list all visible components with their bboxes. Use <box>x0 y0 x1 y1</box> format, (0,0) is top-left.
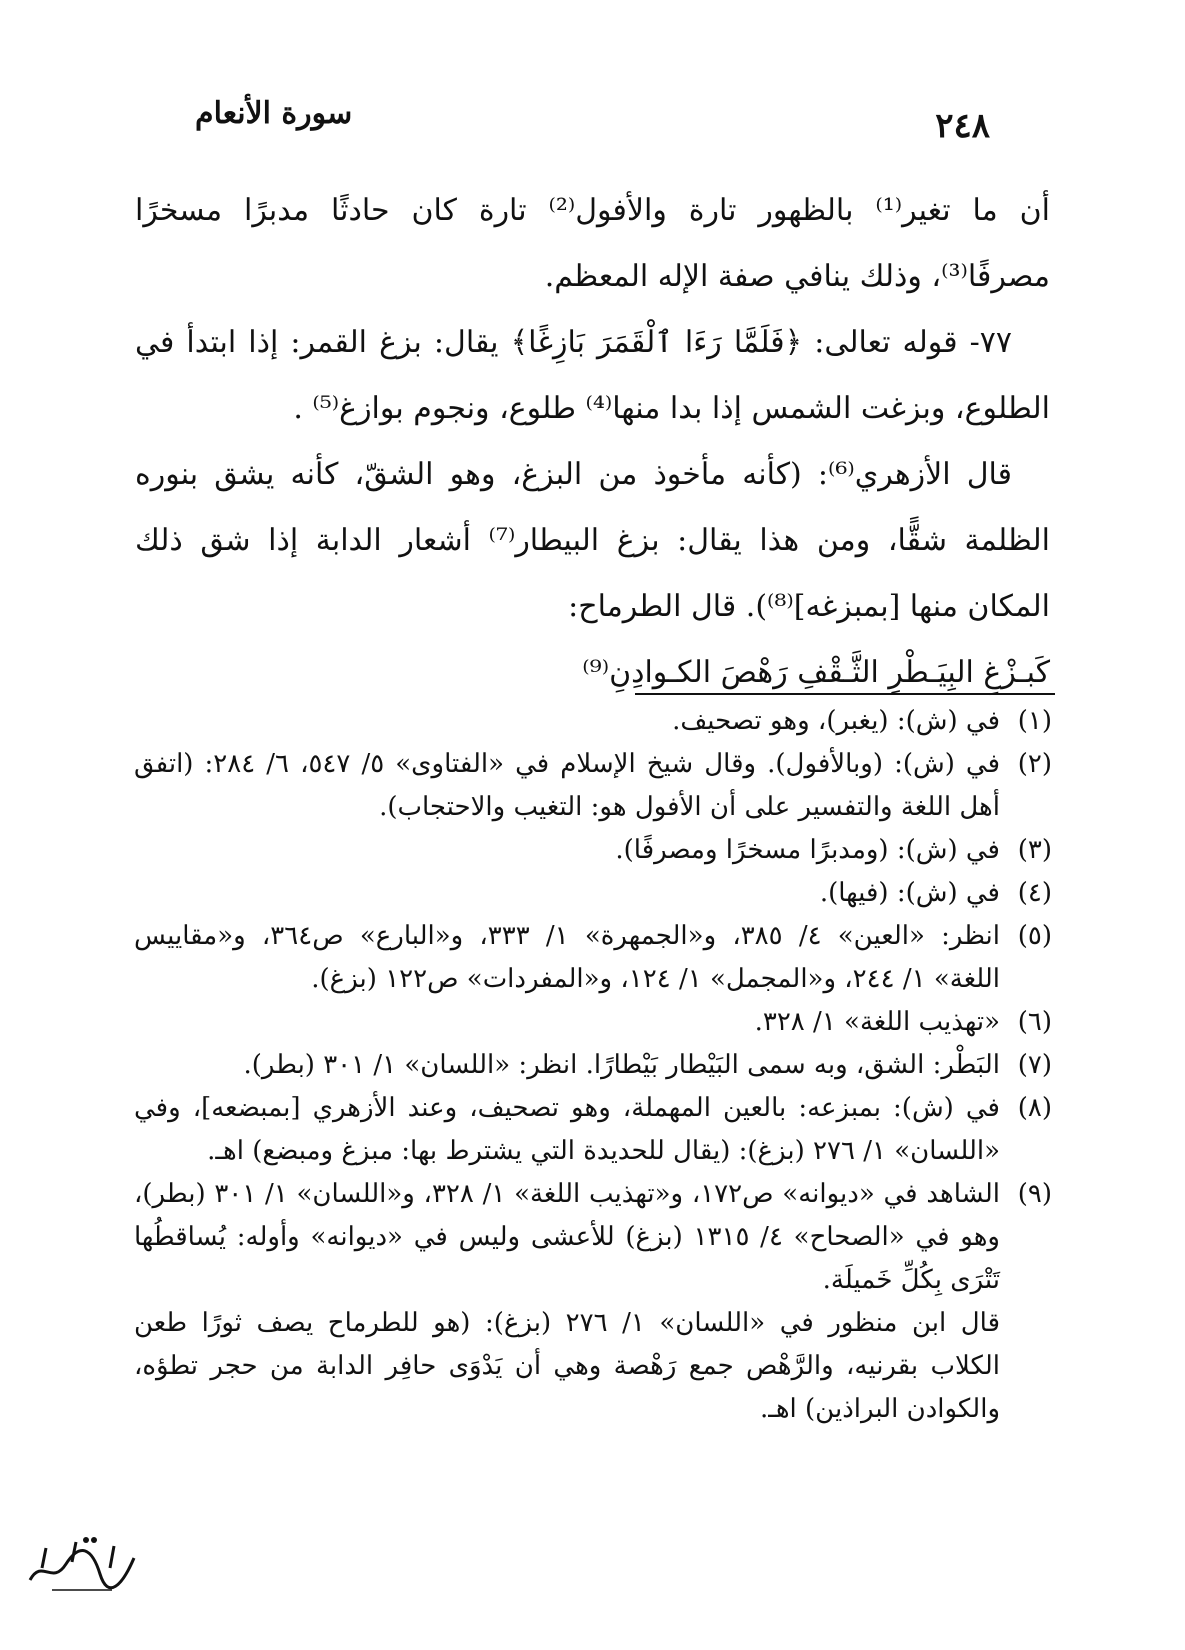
main-text <box>135 178 1050 706</box>
footnote-number: (٢) <box>1017 749 1052 779</box>
footnote <box>134 872 1052 915</box>
paragraph-3: قال الأزهري⁽⁶⁾: (كأنه مأخوذ من البزغ، وهو الشقّ، كأنه يشق بنوره الظلمة شقًّا، ومن هذا يقال: بزغ البيطار⁽⁷⁾ أشعار الدابة إذا شق ذلك المكان منها [بمبزغه]⁽⁸⁾). قال الطرماح: <box>135 457 1050 624</box>
footnote <box>134 700 1052 743</box>
footnote-text: في (ش): (ومدبرًا مسخرًا ومصرفًا). <box>615 835 1000 865</box>
footnote-number: (٤) <box>1017 878 1052 908</box>
footnote <box>134 1001 1052 1044</box>
footnote-text: انظر: «العين» ٤/ ٣٨٥، و«الجمهرة» ١/ ٣٣٣، و«البارع» ص٣٦٤، و«مقاييس اللغة» ١/ ٢٤٤، و«المجمل» ١/ ١٢٤، و«المفردات» ص١٢٢ (بزغ). <box>134 921 1000 994</box>
footnote-text: في (ش): (وبالأفول). وقال شيخ الإسلام في «الفتاوى» ٥/ ٥٤٧، ٦/ ٢٨٤: (اتفق أهل اللغة والتفسير على أن الأفول هو: التغيب والاحتجاب). <box>134 749 1001 822</box>
footnote-number: (١) <box>1017 706 1052 736</box>
footnote-text: في (ش): (فيها). <box>819 878 1000 908</box>
page-header <box>195 88 990 148</box>
paragraph-2: ٧٧- قوله تعالى: ﴿فَلَمَّا رَءَا ٱلْقَمَرَ بَازِغًا﴾ يقال: بزغ القمر: إذا ابتدأ في الطلوع، وبزغت الشمس إذا بدا منها⁽⁴⁾ طلوع، ونجوم بوازغ⁽⁵⁾ . <box>135 325 1050 426</box>
footnote-number: (٦) <box>1017 1007 1052 1037</box>
footnote-text: البَطْر: الشق، وبه سمى البَيْطار بَيْطارًا. انظر: «اللسان» ١/ ٣٠١ (بطر). <box>243 1050 1000 1080</box>
footnote-number: (٧) <box>1017 1050 1052 1080</box>
publisher-logo-icon <box>22 1528 142 1598</box>
footnote-divider <box>635 693 1055 695</box>
footnote-continuation: قال ابن منظور في «اللسان» ١/ ٢٧٦ (بزغ): (هو للطرماح يصف ثورًا طعن الكلاب بقرنيه، والرَّهْص جمع رَهْصة وهي أن يَدْوَى حافِر الدابة من حجر تطؤه، والكوادن البراذين) اهـ. <box>134 1308 1001 1424</box>
paragraph-1: أن ما تغير⁽¹⁾ بالظهور تارة والأفول⁽²⁾ تارة كان حادثًا مدبرًا مسخرًا مصرفًا⁽³⁾، وذلك ينافي صفة الإله المعظم. <box>135 193 1050 294</box>
footnote-text: في (ش): (يغبر)، وهو تصحيف. <box>672 706 1000 736</box>
footnote-text: «تهذيب اللغة» ١/ ٣٢٨. <box>754 1007 1000 1037</box>
footnote <box>134 1173 1052 1302</box>
footnote-number: (٥) <box>1017 921 1052 951</box>
footnote <box>134 1044 1052 1087</box>
page-number: ٢٤٨ <box>935 106 990 146</box>
footnote-number: (٩) <box>1017 1179 1052 1209</box>
footnote-number: (٨) <box>1017 1093 1052 1123</box>
footnote <box>134 743 1052 829</box>
footnote <box>134 829 1052 872</box>
footnote-text: الشاهد في «ديوانه» ص١٧٢، و«تهذيب اللغة» ١/ ٣٢٨، و«اللسان» ١/ ٣٠١ (بطر)، وهو في «الصحاح» ٤/ ١٣١٥ (بزغ) للأعشى وليس في «ديوانه» وأوله: يُساقطُها تَتْرَى بِكُلِّ خَميلَة. <box>134 1179 1000 1295</box>
surah-title: سورة الأنعام <box>195 96 353 131</box>
poetry-verse: كَبـزْغِ البِيَـطْرِ الثَّـقْفِ رَهْصَ الكـوادِنِ⁽⁹⁾ <box>582 655 1050 690</box>
footnote-number: (٣) <box>1017 835 1052 865</box>
footnotes <box>134 700 1052 1431</box>
footnote <box>134 1087 1052 1173</box>
footnote <box>134 915 1052 1001</box>
footnote-text: في (ش): بمبزعه: بالعين المهملة، وهو تصحيف، وعند الأزهري [بمبضعه]، وفي «اللسان» ١/ ٢٧٦ (بزغ): (يقال للحديدة التي يشترط بها: مبزغ ومبضع) اهـ. <box>134 1093 1000 1166</box>
